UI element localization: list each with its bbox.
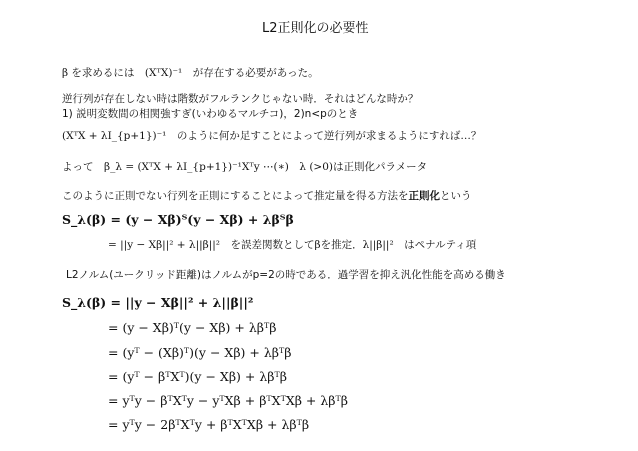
equation-2-line-5: = yᵀy − βᵀXᵀy − yᵀXβ + βᵀXᵀXβ + λβᵀβ [108,393,348,408]
text-line-2: 逆行列が存在しない時は階数がフルランクじゃない時．それはどんな時か？ [62,93,419,105]
text-line-6-c: という [440,190,472,202]
text-line-6-a: このように正則でない行列を正則にすることによって推定量を得る方法を [62,190,409,202]
keyword-regularization: 正則化 [408,190,440,202]
text-line-5: よって β_λ = (XᵀX + λI_{p+1})⁻¹Xᵀy ⋯(∗) λ (>0)は正則化パラメータ [62,161,428,173]
text-line-6 [62,189,472,203]
text-line-7: L2ノルム(ユークリッド距離)はノルムがp=2の時である．過学習を抑え汎化性能を高める働き [66,269,506,281]
page-title: L2正則化の必要性 [262,21,369,36]
text-line-4: (XᵀX + λI_{p+1})⁻¹ のように何か足すことによって逆行列が求まるようにすれば…？ [62,130,482,142]
equation-2-line-6: = yᵀy − 2βᵀXᵀy + βᵀXᵀXβ + λβᵀβ [108,417,310,432]
equation-2-line-4: = (yᵀ − βᵀXᵀ)(y − Xβ) + λβᵀβ [108,369,287,384]
text-line-1: β を求めるには (XᵀX)⁻¹ が存在する必要があった。 [62,67,319,79]
equation-1a: S_λ(β) = (y − Xβ)ᵀ(y − Xβ) + λβᵀβ [62,212,294,227]
equation-2-line-3: = (yᵀ − (Xβ)ᵀ)(y − Xβ) + λβᵀβ [108,345,292,360]
equation-2-line-2: = (y − Xβ)ᵀ(y − Xβ) + λβᵀβ [108,320,277,335]
text-line-3: 1) 説明変数間の相関強すぎ(いわゆるマルチコ)，2)n<pのとき [62,108,359,120]
equation-1b: = ||y − Xβ||² + λ||β||² を誤差関数としてβを推定．λ||β||² はペナルティ項 [108,239,477,251]
equation-2-line-1: S_λ(β) = ||y − Xβ||² + λ||β||² [62,295,254,310]
